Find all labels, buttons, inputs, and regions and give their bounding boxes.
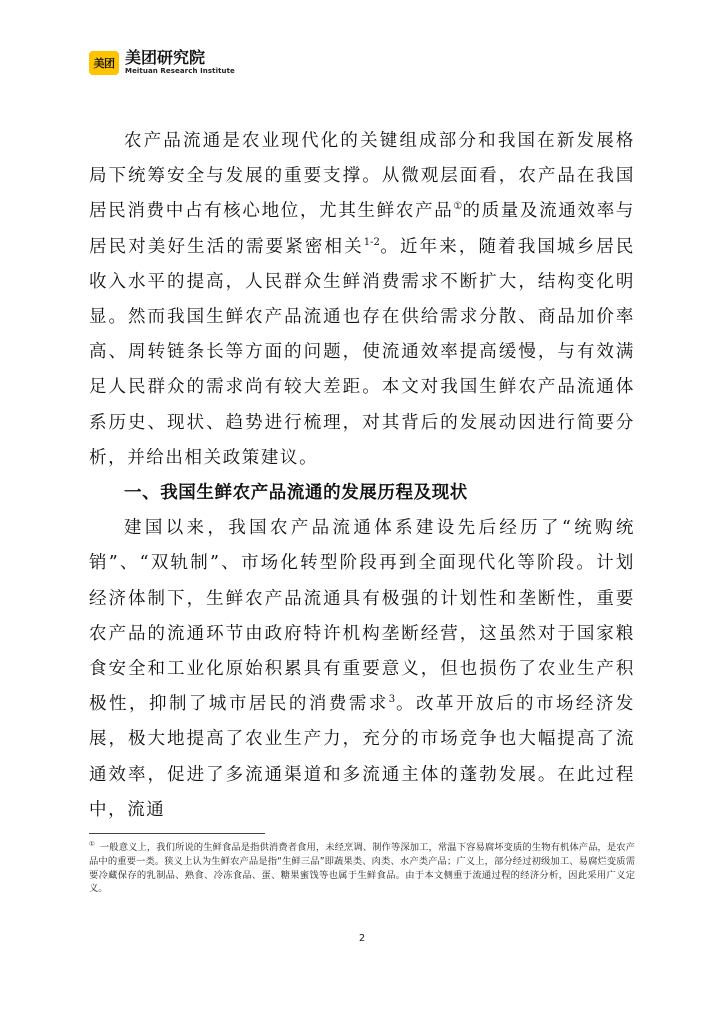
citation-ref: 3 <box>388 694 396 706</box>
footnote-ref: ① <box>453 201 463 213</box>
paragraph-text: 建国以来，我国农产品流通体系建设先后经历了“统购统销”、“双轨制”、市场化转型阶段再到全面现代化等阶段。计划经济体制下，生鲜农产品流通具有极强的计划性和垄断性，重要农产品的流通环节由政府特许机构垄断经营，这虽然对于国家粮食安全和工业化原始积累具有重要意义，但也损伤了农业生产积极性，抑制了城市居民的消费需求 <box>89 518 635 715</box>
citation-ref: 1-2 <box>363 236 380 248</box>
logo-text <box>125 50 235 75</box>
meituan-logo-icon: 美团 <box>89 51 119 75</box>
header-logo <box>89 50 235 75</box>
paragraph-text: 。近年来，随着我国城乡居民收入水平的提高，人民群众生鲜消费需求不断扩大，结构变化明显。然而我国生鲜农产品流通也存在供给需求分散、商品加价率高、周转链条长等方面的问题，使流通效率提高缓慢，与有效满足人民群众的需求尚有较大差距。本文对我国生鲜农产品流通体系历史、现状、趋势进行梳理，对其背后的发展动因进行简要分析，并给出相关政策建议。 <box>89 236 635 468</box>
paragraph-history <box>89 511 635 828</box>
logo-english-name: Meituan Research Institute <box>125 67 235 75</box>
paragraph-text: 农产品流通是农业现代化的关键组成部分和我国在新发展格局下统筹安全与发展的重要支撑。从微观层面看，农产品在我国居民消费中占有核心地位，尤其生鲜农产品 <box>89 131 635 222</box>
document-body <box>89 124 635 828</box>
paragraph-text: 的质量及流通效率与居民对美好生活的需要紧密相关 <box>89 201 635 257</box>
page-number: 2 <box>358 933 366 944</box>
section-heading: 一、我国生鲜农产品流通的发展历程及现状 <box>124 483 468 504</box>
logo-chinese-name: 美团研究院 <box>125 48 206 67</box>
paragraph-text: 。改革开放后的市场经济发展，极大地提高了农业生产力，充分的市场竞争也大幅提高了流通效率，促进了多流通渠道和多流通主体的蓬勃发展。在此过程中，流通 <box>89 694 636 820</box>
footnote-mark: ① <box>89 839 95 848</box>
footnote-divider <box>89 833 265 834</box>
footnote <box>89 841 635 896</box>
footnote-text: 一般意义上，我们所说的生鲜食品是指供消费者食用，未经烹调、制作等深加工，常温下容易腐坏变质的生物有机体产品，是农产品中的重要一类。狭义上认为生鲜农产品是指“生鲜三品”即蔬果类、肉类、水产类产品；广义上，部分经过初级加工、易腐烂变质需要冷藏保存的乳制品、熟食、冷冻食品、蛋、糖果蜜饯等也属于生鲜食品。由于本文侧重于流通过程的经济分析，因此采用广义定义。 <box>89 842 635 895</box>
paragraph-intro <box>89 124 635 476</box>
